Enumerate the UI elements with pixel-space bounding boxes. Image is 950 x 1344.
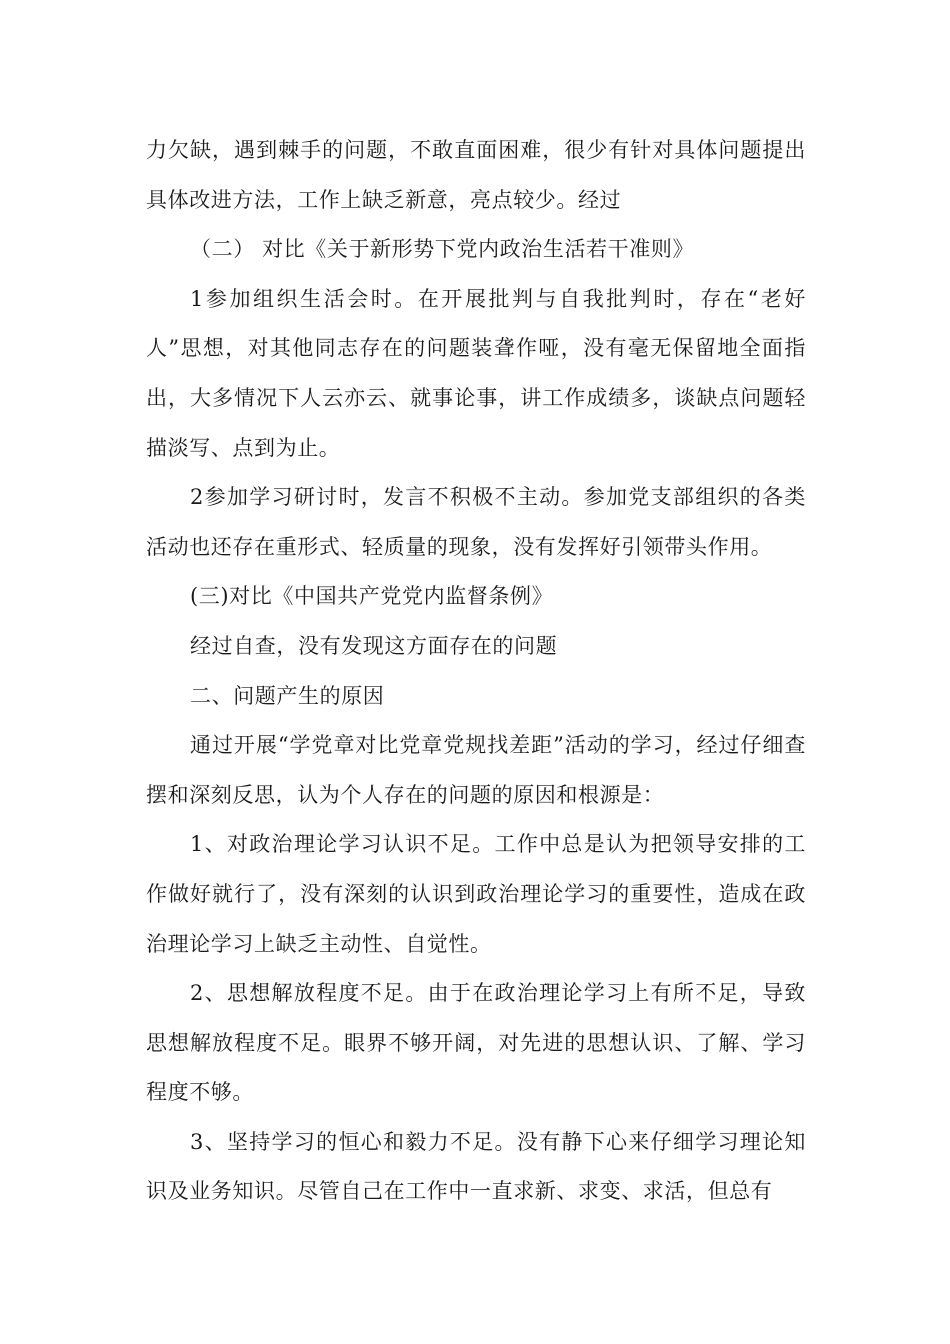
paragraph-continuation: 力欠缺，遇到棘手的问题，不敢直面困难，很少有针对具体问题提出具体改进方法，工作上缺乏新意，亮点较少。经过 (146, 138, 806, 212)
paragraph-causes-intro: 通过开展“学党章对比党章党规找差距”活动的学习，经过仔细查摆和深刻反思，认为个人存在的问题的原因和根源是： (146, 733, 806, 807)
paragraph-self-check: 经过自查，没有发现这方面存在的问题 (190, 633, 558, 658)
document-body (146, 126, 806, 1217)
section-heading-2: （二） 对比《关于新形势下党内政治生活若干准则》 (190, 237, 695, 262)
paragraph-cause-3: 3、坚持学习的恒心和毅力不足。没有静下心来仔细学习理论知识及业务知识。尽管自己在工作中一直求新、求变、求活，但总有 (146, 1129, 806, 1204)
section-heading-3: (三)对比《中国共产党党内监督条例》 (190, 584, 554, 609)
paragraph-cause-2: 2、思想解放程度不足。由于在政治理论学习上有所不足，导致思想解放程度不足。眼界不够开阔，对先进的思想认识、了解、学习程度不够。 (146, 981, 806, 1105)
paragraph-item-2: 2参加学习研讨时，发言不积极不主动。参加党支部组织的各类活动也还存在重形式、轻质量的现象，没有发挥好引领带头作用。 (146, 485, 806, 559)
section-heading-causes: 二、问题产生的原因 (190, 683, 385, 708)
paragraph-item-1: 1参加组织生活会时。在开展批判与自我批判时，存在“老好人”思想，对其他同志存在的问题装聋作哑，没有毫无保留地全面指出，大多情况下人云亦云、就事论事，讲工作成绩多，谈缺点问题轻描淡写、点到为止。 (146, 286, 806, 460)
paragraph-cause-1: 1、对政治理论学习认识不足。工作中总是认为把领导安排的工作做好就行了，没有深刻的认识到政治理论学习的重要性，造成在政治理论学习上缺乏主动性、自觉性。 (146, 832, 806, 956)
